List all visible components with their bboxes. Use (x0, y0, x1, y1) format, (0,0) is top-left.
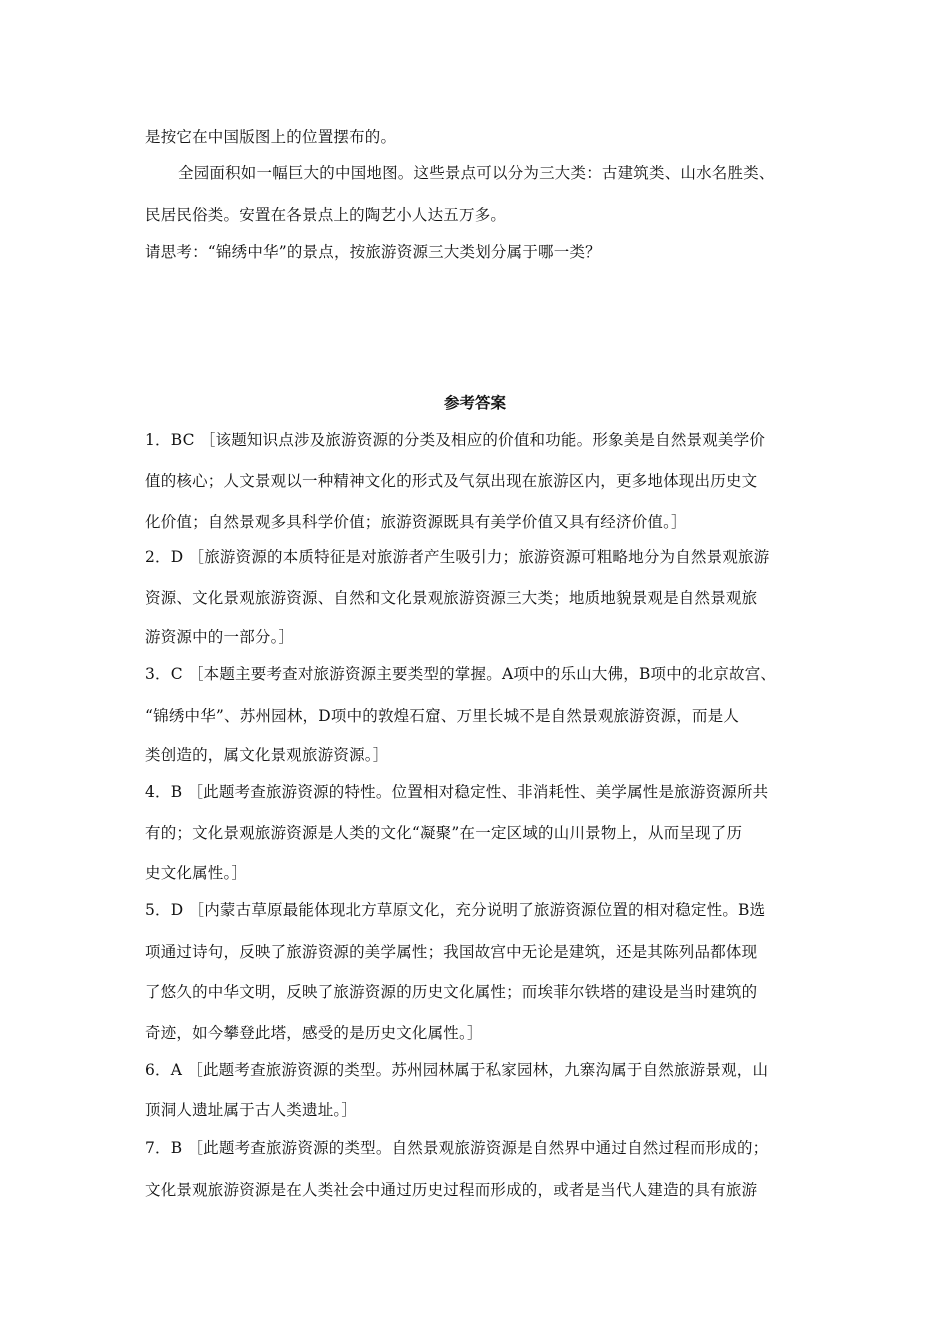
answer-line: 类创造的，属文化景观旅游资源。］ (145, 746, 389, 764)
answer-line: 3．C ［本题主要考查对旅游资源主要类型的掌握。A项中的乐山大佛，B项中的北京故宫、 (145, 665, 777, 683)
answer-line: 值的核心；人文景观以一种精神文化的形式及气氛出现在旅游区内，更多地体现出历史文 (145, 472, 758, 490)
answer-line: 5．D ［内蒙古草原最能体现北方草原文化，充分说明了旅游资源位置的相对稳定性。B选 (145, 901, 766, 919)
answer-line: 奇迹，如今攀登此塔，感受的是历史文化属性。］ (145, 1024, 483, 1042)
answer-line: 有的；文化景观旅游资源是人类的文化“凝聚”在一定区域的山川景物上，从而呈现了历 (145, 824, 743, 842)
question-line: 请思考：“锦绣中华”的景点，按旅游资源三大类划分属于哪一类？ (145, 243, 601, 261)
answer-line: 项通过诗句，反映了旅游资源的美学属性；我国故宫中无论是建筑，还是其陈列品都体现 (145, 943, 758, 961)
answer-line: 文化景观旅游资源是在人类社会中通过历史过程而形成的，或者是当代人建造的具有旅游 (145, 1181, 758, 1199)
intro-line-1: 是按它在中国版图上的位置摆布的。 (145, 128, 397, 146)
answer-line: 顶洞人遗址属于古人类遗址。］ (145, 1101, 358, 1119)
answer-line: 了悠久的中华文明，反映了旅游资源的历史文化属性；而埃菲尔铁塔的建设是当时建筑的 (145, 983, 758, 1001)
answer-line: 4．B ［此题考查旅游资源的特性。位置相对稳定性、非消耗性、美学属性是旅游资源所共 (145, 783, 769, 801)
answers-title: 参考答案 (443, 394, 506, 412)
answer-line: 7．B ［此题考查旅游资源的类型。自然景观旅游资源是自然界中通过自然过程而形成的； (145, 1139, 769, 1157)
answer-line: 6．A ［此题考查旅游资源的类型。苏州园林属于私家园林，九寨沟属于自然旅游景观，山 (145, 1061, 769, 1079)
answer-line: 1．BC ［该题知识点涉及旅游资源的分类及相应的价值和功能。形象美是自然景观美学价 (145, 431, 766, 449)
answer-line: 2．D ［旅游资源的本质特征是对旅游者产生吸引力；旅游资源可粗略地分为自然景观旅游 (145, 548, 770, 566)
intro-line-3: 民居民俗类。安置在各景点上的陶艺小人达五万多。 (145, 206, 507, 224)
answer-line: “锦绣中华”、苏州园林，D项中的敦煌石窟、万里长城不是自然景观旅游资源，而是人 (145, 707, 740, 725)
answer-line: 化价值；自然景观多具科学价值；旅游资源既具有美学价值又具有经济价值。］ (145, 513, 687, 531)
answer-line: 游资源中的一部分。］ (145, 628, 295, 646)
answer-line: 资源、文化景观旅游资源、自然和文化景观旅游资源三大类；地质地貌景观是自然景观旅 (145, 589, 758, 607)
answer-line: 史文化属性。］ (145, 864, 248, 882)
intro-line-2: 全园面积如一幅巨大的中国地图。这些景点可以分为三大类：古建筑类、山水名胜类、 (178, 164, 775, 182)
